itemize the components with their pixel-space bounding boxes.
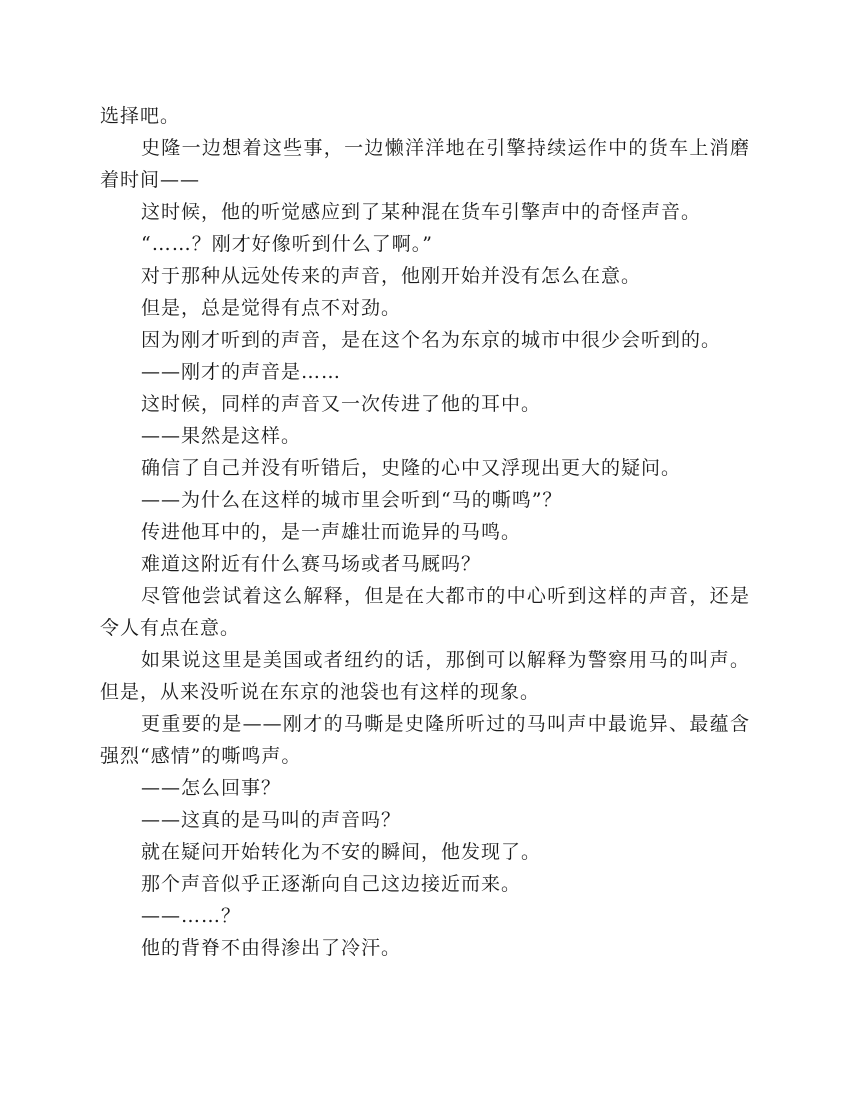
- paragraph: 确信了自己并没有听错后，史隆的心中又浮现出更大的疑问。: [141, 457, 682, 479]
- paragraph: 如果说这里是美国或者纽约的话，那倒可以解释为警察用马的叫声。但是，从来没听说在东京的池袋也有这样的现象。: [100, 649, 750, 703]
- paragraph: 对于那种从远处传来的声音，他刚开始并没有怎么在意。: [141, 265, 642, 287]
- paragraph: 这时候，同样的声音又一次传进了他的耳中。: [141, 393, 542, 415]
- paragraph: 难道这附近有什么赛马场或者马厩吗？: [141, 553, 482, 575]
- paragraph: 尽管他尝试着这么解释，但是在大都市的中心听到这样的声音，还是令人有点在意。: [100, 585, 750, 639]
- paragraph: “……？刚才好像听到什么了啊。”: [141, 233, 433, 255]
- paragraph: 这时候，他的听觉感应到了某种混在货车引擎声中的奇怪声音。: [141, 201, 702, 223]
- paragraph: 史隆一边想着这些事，一边懒洋洋地在引擎持续运作中的货车上消磨着时间——: [100, 137, 750, 191]
- paragraph: 但是，总是觉得有点不对劲。: [141, 297, 402, 319]
- paragraph: ——刚才的声音是……: [141, 361, 342, 383]
- paragraph: 他的背脊不由得渗出了冷汗。: [141, 937, 402, 959]
- paragraph: 就在疑问开始转化为不安的瞬间，他发现了。: [141, 841, 542, 863]
- paragraph: ——果然是这样。: [141, 425, 302, 447]
- paragraph: ——为什么在这样的城市里会听到“马的嘶鸣”？: [141, 489, 563, 511]
- paragraph: 更重要的是——刚才的马嘶是史隆所听过的马叫声中最诡异、最蕴含强烈“感情”的嘶鸣声。: [100, 713, 750, 767]
- paragraph: ——这真的是马叫的声音吗？: [141, 809, 402, 831]
- paragraph: 那个声音似乎正逐渐向自己这边接近而来。: [141, 873, 522, 895]
- paragraph: 传进他耳中的，是一声雄壮而诡异的马鸣。: [141, 521, 522, 543]
- paragraph: 选择吧。: [100, 105, 181, 127]
- paragraph: ——怎么回事？: [141, 777, 282, 799]
- paragraph: ——……？: [141, 905, 242, 927]
- paragraph: 因为刚才听到的声音，是在这个名为东京的城市中很少会听到的。: [141, 329, 722, 351]
